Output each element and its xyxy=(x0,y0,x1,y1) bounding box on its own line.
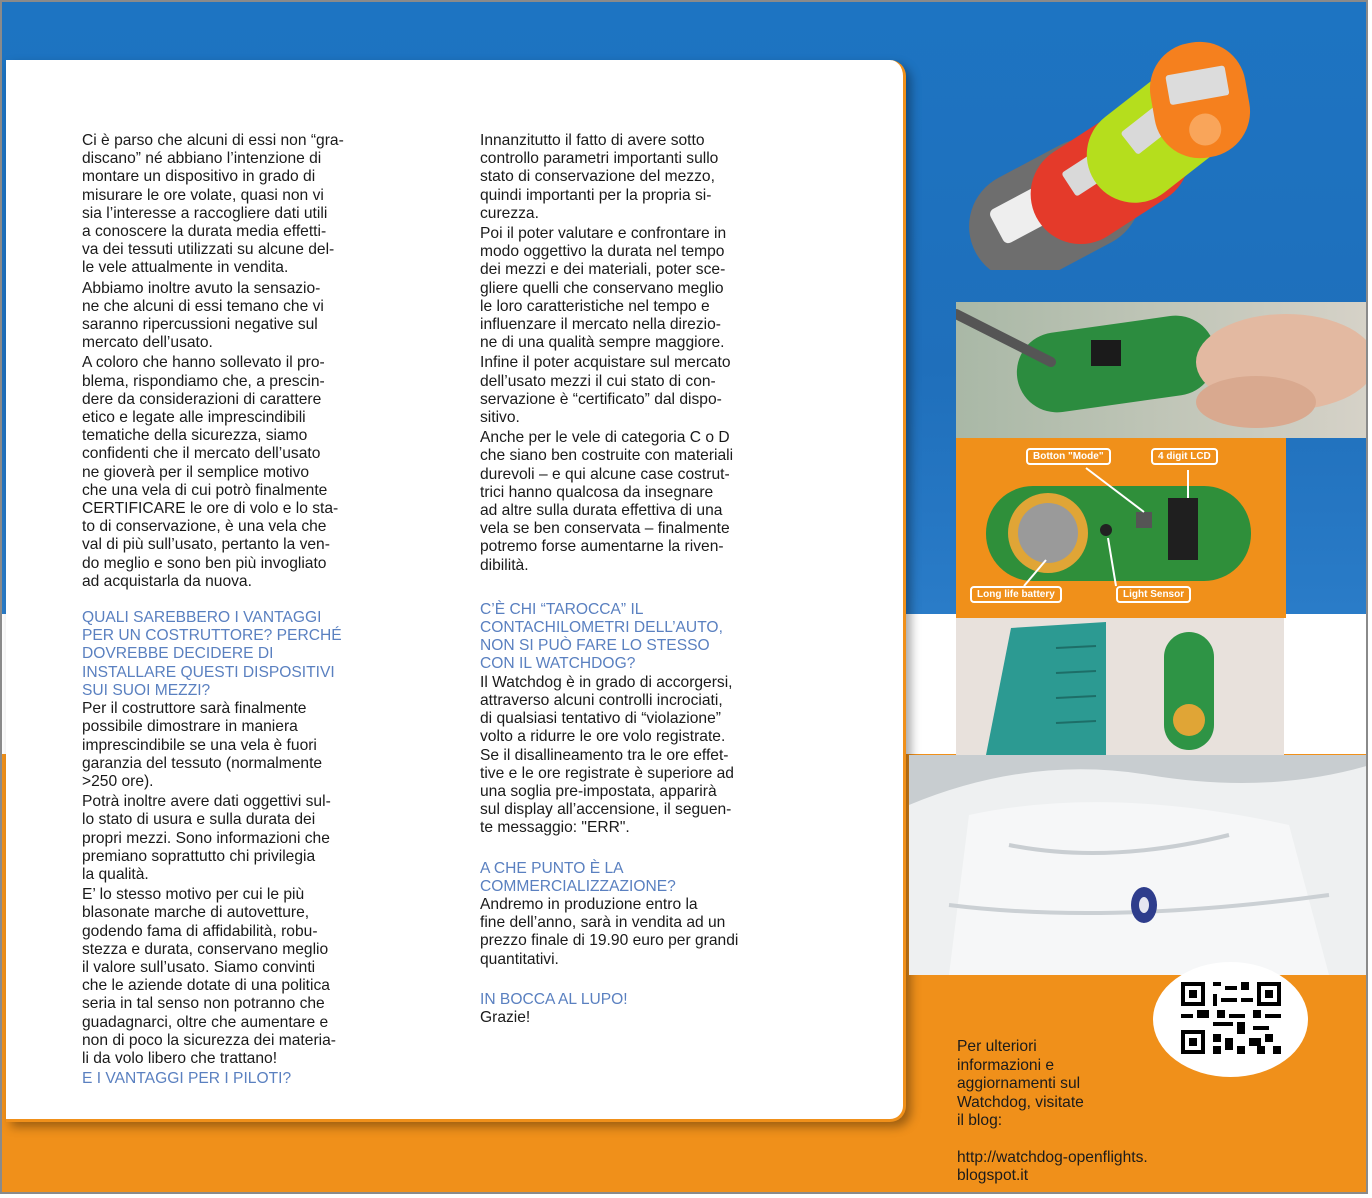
label-lcd: 4 digit LCD xyxy=(1151,448,1218,465)
paragraph: Anche per le vele di categoria C o D che siano ben costruite con materiali durevoli – e qui alcune case costrut- trici hanno qualcosa da insegnare ad altre sulla durata effettiva di una vela se ben conservata – finalmente potremo forse aumentarne la riven- dibilità. xyxy=(480,429,734,574)
section-heading-commercializzazione: A CHE PUNTO È LA COMMERCIALIZZAZIONE? xyxy=(480,859,676,895)
paragraph: Infine il poter acquistare sul mercato dell’usato mezzi il cui stato di con- servazione è “certificato” dal dispo- sitivo. xyxy=(480,354,731,427)
watchdog-devices-photo xyxy=(960,40,1260,270)
paragraph: Ci è parso che alcuni di essi non “gra- discano” né abbiano l’intenzione di montare un dispositivo in grado di misurare le ore volate, quasi non vi sia l’interesse a raccogliere dati utili a conoscere la durata media effetti- va dei tessuti utilizzati su alcune del- le vele attualmente in vendita. xyxy=(82,132,344,277)
paragraph: Potrà inoltre avere dati oggettivi sul- lo stato di usura e sulla durata dei propri mezzi. Sono informazioni che premiano soprattutto chi privilegia la qualità. xyxy=(82,793,331,883)
paragraph: Abbiamo inoltre avuto la sensazio- ne che alcuni di essi temano che vi saranno ripercussioni negative sul mercato dell’usato. xyxy=(82,279,324,352)
blog-info xyxy=(957,1020,1257,1194)
paragraph: Per il costruttore sarà finalmente possibile dimostrare in maniera imprescindibile se una vela è fuori garanzia del tessuto (normalmente >250 ore). xyxy=(82,700,323,790)
paragraph: Poi il poter valutare e confrontare in modo oggettivo la durata nel tempo dei mezzi e dei materiali, poter sce- gliere quelli che conservano meglio le loro caratteristiche nel tempo e influenzare il mercato nella direzio- ne di una qualità sempre maggiore. xyxy=(480,225,727,352)
blog-url[interactable]: http://watchdog-openflights. blogspot.it xyxy=(957,1148,1148,1185)
paragraph: Innanzitutto il fatto di avere sotto controllo parametri importanti sullo stato di conservazione del mezzo, quindi importanti per la propria si- curezza. xyxy=(480,132,719,222)
paragraph-thanks: Grazie! xyxy=(480,1008,531,1026)
sail-fabric-photo xyxy=(909,755,1368,975)
paragraph: Il Watchdog è in grado di accorgersi, attraverso alcuni controlli incrociati, di qualsiasi tentativo di “violazione” volto a ridurre le ore volo registrate. Se il disallineamento tra le ore effet- tive e le ore registrate è superiore ad una soglia pre-impostata, apparirà sul display all’accensione, il seguen- te messaggio: "ERR". xyxy=(480,673,734,837)
section-heading-tarocca: C’È CHI “TAROCCA” IL CONTACHILOMETRI DELL’AUTO, NON SI PUÒ FARE LO STESSO CON IL WATCHDOG? xyxy=(480,600,723,673)
article-left-column xyxy=(82,132,428,1088)
label-battery: Long life battery xyxy=(970,586,1062,603)
paragraph: Andremo in produzione entro la fine dell’anno, sarà in vendita ad un prezzo finale di 19.90 euro per grandi quantitativi. xyxy=(480,895,739,968)
section-heading-in-bocca-al-lupo: IN BOCCA AL LUPO! xyxy=(480,990,628,1008)
label-button-mode: Botton "Mode" xyxy=(1026,448,1111,465)
paragraph: A coloro che hanno sollevato il pro- blema, rispondiamo che, a prescin- dere da considerazioni di carattere etico e legate alle imprescindibili tematiche della sicurezza, siamo confidenti che il mercato dell’usato ne gioverà per il semplice motivo che una vela di cui potrò finalmente CERTIFICARE le ore di volo e lo sta- to di conservazione, è una vela che val di più sull’usato, pertanto la ven- do meglio e sono ben più invogliato ad acquistarla da nuova. xyxy=(82,354,339,590)
section-heading-piloti: E I VANTAGGI PER I PILOTI? xyxy=(82,1070,292,1088)
paragraph: E’ lo stesso motivo per cui le più blasonate marche di autovetture, godendo fama di affidabilità, robu- stezza e durata, conservano meglio il valore sull’usato. Siamo convinti che le aziende dotate di una politica seria in tal senso non potranno che guadagnarci, oltre che aumentare e non di poco la sicurezza dei materia- li da volo libero che trattano! xyxy=(82,886,336,1067)
article-right-column xyxy=(480,132,826,1029)
pcb-soldering-photo xyxy=(956,302,1368,438)
section-heading-costruttore: QUALI SAREBBERO I VANTAGGI PER UN COSTRUTTORE? PERCHÉ DOVREBBE DECIDERE DI INSTALLARE QUESTI DISPOSITIVI SUI SUOI MEZZI? xyxy=(82,609,342,699)
label-light-sensor: Light Sensor xyxy=(1116,586,1191,603)
circuit-diagram-photo xyxy=(956,438,1286,618)
device-ruler-photo xyxy=(956,618,1284,755)
blog-text: Per ulteriori informazioni e aggiornamenti sul Watchdog, visitate il blog: xyxy=(957,1038,1084,1130)
